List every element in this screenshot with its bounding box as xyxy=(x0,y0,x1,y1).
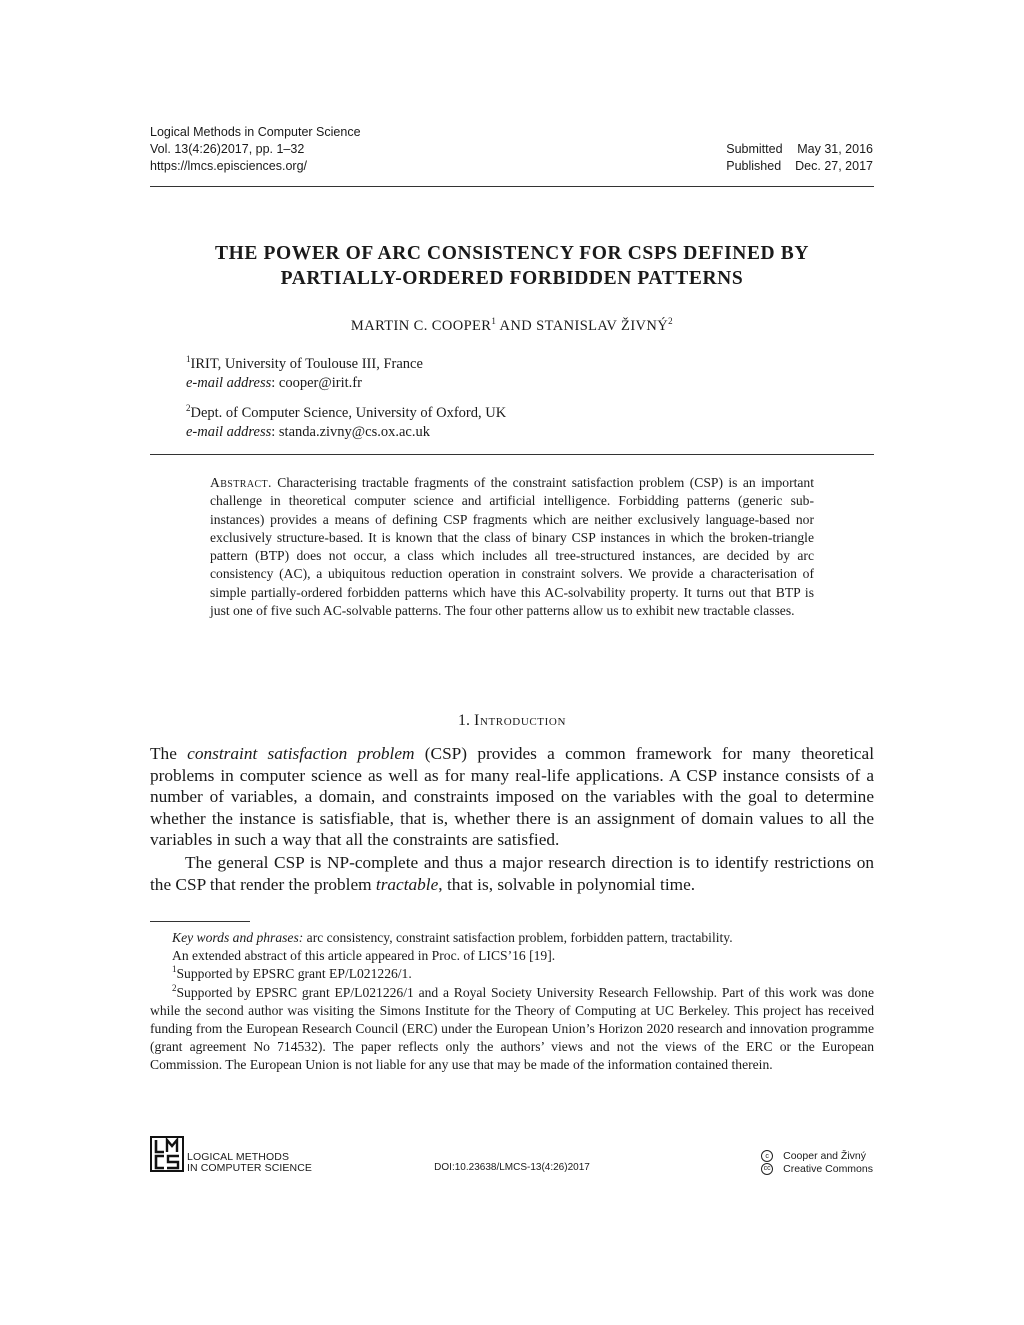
copyright-icon: c xyxy=(761,1150,773,1162)
author-1-mark: 1 xyxy=(491,316,497,326)
keywords-text: arc consistency, constraint satisfaction problem, forbidden pattern, tractability. xyxy=(303,930,733,945)
footnote-2 xyxy=(150,984,874,1075)
p1-text-a: The xyxy=(150,744,188,763)
affiliation-1-org: IRIT, University of Toulouse III, France xyxy=(190,356,423,372)
p2-text-a: The general CSP is NP-complete and thus a major research direction is to identify restrictions on the CSP that render the problem xyxy=(150,853,874,894)
published-label: Published xyxy=(726,159,782,173)
affiliation-1-email[interactable]: cooper@irit.fr xyxy=(278,375,362,391)
journal-volume: Vol. 13(4:26)2017, pp. 1–32 xyxy=(150,142,305,156)
abstract-label: Abstract. xyxy=(210,475,272,490)
extended-abstract-note: An extended abstract of this article appeared in Proc. of LICS’16 [19]. xyxy=(172,948,556,964)
intro-paragraph-1 xyxy=(150,743,874,851)
author-2-mark: 2 xyxy=(668,316,674,326)
abstract xyxy=(210,474,814,620)
affiliation-1-mark: 1 xyxy=(186,354,191,364)
affiliation-divider xyxy=(150,454,874,455)
affiliation-1-email-label: e-mail address xyxy=(186,375,272,391)
abstract-text: Characterising tractable fragments of the constraint satisfaction problem (CSP) is an important challenge in theoretical computer science and artificial intelligence. Forbidding patterns (generic sub-instances) provides a means of defining CSP fragments which are neither exclusively language-based nor exclusively structure-based. It is known that the class of binary CSP instances in which the broken-triangle pattern (BTP) does not occur, a class which includes all tree-structured instances, are decided by arc consistency (AC), a ubiquitous reduction operation in constraint solvers. We provide a characterisation of simple partially-ordered forbidden patterns which have this AC-solvability property. It turns out that BTP is just one of five such AC-solvable patterns. The four other patterns allow us to exhibit new tractable classes. xyxy=(210,475,814,619)
logo-line-2: IN COMPUTER SCIENCE xyxy=(187,1162,312,1174)
footnote-2-mark: 2 xyxy=(172,982,177,993)
title-line-1: THE POWER OF ARC CONSISTENCY FOR CSPS DEFINED BY xyxy=(214,243,809,264)
author-1: MARTIN C. COOPER xyxy=(350,318,492,334)
p2-text-b: , that is, solvable in polynomial time. xyxy=(438,874,696,894)
journal-header xyxy=(150,124,361,175)
dates-block xyxy=(726,141,873,175)
p1-text-b: (CSP) provides a common framework for many theoretical problems in computer science as well as for many real-life applications. A CSP instance consists of a number of variables, a domain, and constraints imposed on the variables with the goal to determine whether the instance is satisfiable, that is, whether there is an assignment of domain values to all the variables in such a way that all the constraints are satisfied. xyxy=(150,744,875,850)
copyright-block xyxy=(761,1150,873,1175)
submitted-date: May 31, 2016 xyxy=(797,142,873,156)
journal-url[interactable]: https://lmcs.episciences.org/ xyxy=(150,159,308,173)
footnote-1-text: Supported by EPSRC grant EP/L021226/1. xyxy=(176,966,412,982)
footnote-1-mark: 1 xyxy=(172,964,177,975)
title-line-2: PARTIALLY-ORDERED FORBIDDEN PATTERNS xyxy=(280,268,744,289)
published-date: Dec. 27, 2017 xyxy=(795,159,873,173)
affiliation-2-email[interactable]: standa.zivny@cs.ox.ac.uk xyxy=(278,424,430,440)
author-conjunction: AND xyxy=(496,318,537,334)
affiliation-2-org: Dept. of Computer Science, University of Oxford, UK xyxy=(190,405,507,421)
footnote-divider xyxy=(150,921,250,922)
creative-commons-icon: cc xyxy=(761,1163,773,1175)
author-2: STANISLAV ŽIVNÝ xyxy=(536,318,669,334)
section-heading xyxy=(150,712,874,730)
footnotes xyxy=(150,929,874,1075)
paper-title xyxy=(150,241,874,291)
affiliation-2: $^2$Dept. of Computer Science, University of Oxford, UK e-mail address: standa.zivny@cs.ox.ac.uk xyxy=(186,403,507,440)
section-title: Introduction xyxy=(474,712,566,729)
footnote-2-text: Supported by EPSRC grant EP/L021226/1 and a Royal Society University Research Fellowship. Part of this work was done while the second author was visiting the Simons Institute for the Theory of Computing at UC Berkeley. This project has received funding from the European Research Council (ERC) under the European Union’s Horizon 2020 research and innovation programme (grant agreement No 714532). The paper reflects only the authors’ views and not the views of the ERC or the European Commission. The European Union is not liable for any use that may be made of the information contained therein. xyxy=(150,984,874,1073)
license: Creative Commons xyxy=(783,1162,873,1175)
intro-paragraph-2 xyxy=(150,852,874,895)
affiliation-2-email-label: e-mail address xyxy=(186,424,272,440)
journal-name: Logical Methods in Computer Science xyxy=(150,125,361,139)
keywords-label: Key words and phrases: xyxy=(172,930,304,945)
p1-emphasis: constraint satisfaction problem xyxy=(187,744,415,763)
copyright-holder: Cooper and Živný xyxy=(783,1150,867,1162)
author-list xyxy=(150,318,874,335)
footnote-1 xyxy=(150,965,874,983)
p2-emphasis: tractable xyxy=(375,874,439,894)
doi[interactable]: DOI:10.23638/LMCS-13(4:26)2017 xyxy=(434,1162,590,1173)
section-number: 1. xyxy=(458,712,471,729)
affiliation-2-mark: 2 xyxy=(186,403,191,413)
logo-line-1: LOGICAL METHODS xyxy=(187,1151,290,1163)
header-divider xyxy=(150,186,874,187)
submitted-label: Submitted xyxy=(726,142,783,156)
affiliation-1: $^1$IRIT, University of Toulouse III, France e-mail address: cooper@irit.fr xyxy=(186,354,423,391)
keywords-note xyxy=(150,929,874,947)
